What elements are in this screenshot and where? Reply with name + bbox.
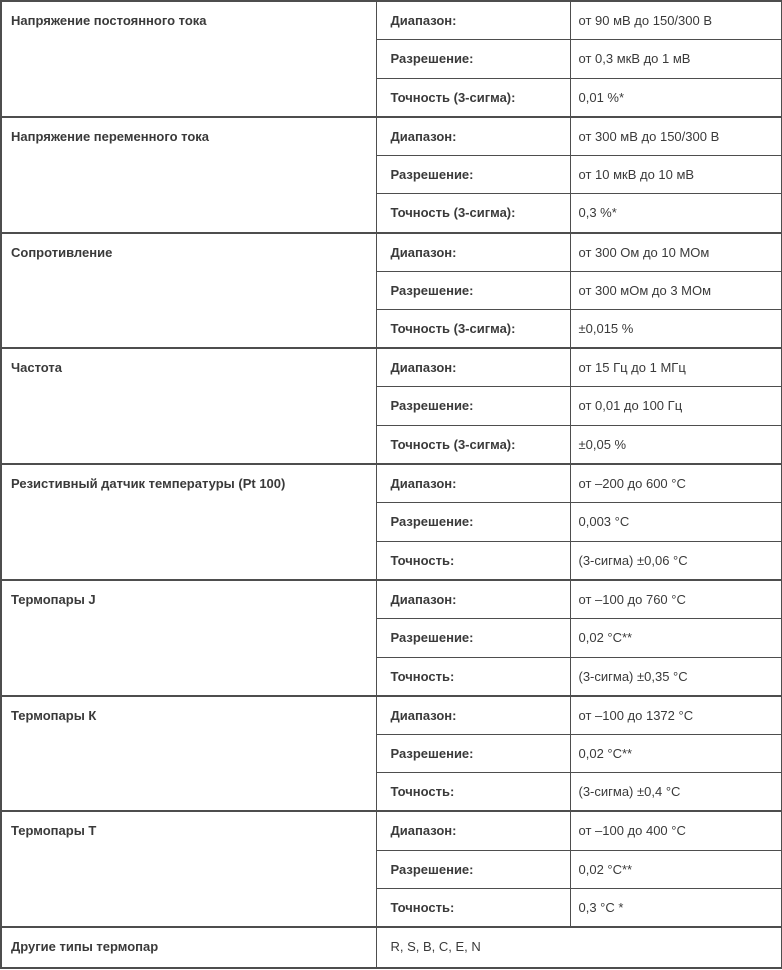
spec-value-cell: R, S, B, C, E, N bbox=[376, 927, 782, 968]
spec-value-cell: от 300 Ом до 10 МОм bbox=[570, 233, 782, 272]
spec-value-cell: от 300 мВ до 150/300 В bbox=[570, 117, 782, 156]
spec-value-cell: 0,02 °С** bbox=[570, 850, 782, 889]
spec-label-cell: Разрешение: bbox=[376, 155, 570, 194]
spec-label-cell: Точность: bbox=[376, 541, 570, 580]
spec-label-cell: Разрешение: bbox=[376, 271, 570, 310]
parameter-cell: Термопары К bbox=[1, 696, 376, 812]
spec-value-cell: от 300 мОм до 3 МОм bbox=[570, 271, 782, 310]
spec-value-cell: от 10 мкВ до 10 мВ bbox=[570, 155, 782, 194]
parameter-cell: Частота bbox=[1, 348, 376, 464]
spec-label-cell: Диапазон: bbox=[376, 464, 570, 503]
spec-label-cell: Точность (3-сигма): bbox=[376, 78, 570, 117]
spec-value-cell: 0,3 °С * bbox=[570, 889, 782, 928]
parameter-cell: Другие типы термопар bbox=[1, 927, 376, 968]
spec-label-cell: Диапазон: bbox=[376, 233, 570, 272]
spec-value-cell: от –100 до 760 °С bbox=[570, 580, 782, 619]
spec-label-cell: Диапазон: bbox=[376, 1, 570, 40]
spec-label-cell: Точность (3-сигма): bbox=[376, 194, 570, 233]
spec-value-cell: 0,3 %* bbox=[570, 194, 782, 233]
table-row bbox=[1, 117, 782, 156]
spec-label-cell: Точность: bbox=[376, 657, 570, 696]
spec-value-cell: от –200 до 600 °С bbox=[570, 464, 782, 503]
spec-value-cell: от 90 мВ до 150/300 В bbox=[570, 1, 782, 40]
spec-value-cell: (3-сигма) ±0,4 °С bbox=[570, 773, 782, 812]
spec-label-cell: Диапазон: bbox=[376, 811, 570, 850]
spec-value-cell: от 0,3 мкВ до 1 мВ bbox=[570, 40, 782, 79]
table-row-other-thermocouples bbox=[1, 927, 782, 968]
parameter-cell: Резистивный датчик температуры (Pt 100) bbox=[1, 464, 376, 580]
spec-label-cell: Точность (3-сигма): bbox=[376, 310, 570, 349]
spec-value-cell: 0,01 %* bbox=[570, 78, 782, 117]
spec-label-cell: Точность: bbox=[376, 773, 570, 812]
table-row bbox=[1, 464, 782, 503]
spec-label-cell: Разрешение: bbox=[376, 850, 570, 889]
spec-label-cell: Диапазон: bbox=[376, 348, 570, 387]
spec-label-cell: Разрешение: bbox=[376, 734, 570, 773]
table-row bbox=[1, 580, 782, 619]
parameter-cell: Напряжение постоянного тока bbox=[1, 1, 376, 117]
table-row bbox=[1, 1, 782, 40]
spec-value-cell: 0,02 °С** bbox=[570, 619, 782, 658]
table-row bbox=[1, 696, 782, 735]
table-row bbox=[1, 348, 782, 387]
spec-label-cell: Точность (3-сигма): bbox=[376, 426, 570, 465]
spec-label-cell: Разрешение: bbox=[376, 387, 570, 426]
spec-value-cell: (3-сигма) ±0,35 °С bbox=[570, 657, 782, 696]
parameter-cell: Напряжение переменного тока bbox=[1, 117, 376, 233]
spec-label-cell: Точность: bbox=[376, 889, 570, 928]
spec-value-cell: от –100 до 1372 °С bbox=[570, 696, 782, 735]
spec-value-cell: ±0,05 % bbox=[570, 426, 782, 465]
spec-value-cell: (3-сигма) ±0,06 °С bbox=[570, 541, 782, 580]
specs-table-body bbox=[1, 1, 782, 968]
spec-label-cell: Диапазон: bbox=[376, 580, 570, 619]
parameter-cell: Сопротивление bbox=[1, 233, 376, 349]
spec-label-cell: Диапазон: bbox=[376, 117, 570, 156]
spec-value-cell: от –100 до 400 °С bbox=[570, 811, 782, 850]
spec-value-cell: от 15 Гц до 1 МГц bbox=[570, 348, 782, 387]
table-row bbox=[1, 811, 782, 850]
parameter-cell: Термопары Т bbox=[1, 811, 376, 927]
spec-label-cell: Разрешение: bbox=[376, 503, 570, 542]
spec-label-cell: Разрешение: bbox=[376, 40, 570, 79]
spec-value-cell: ±0,015 % bbox=[570, 310, 782, 349]
spec-value-cell: 0,02 °С** bbox=[570, 734, 782, 773]
spec-label-cell: Диапазон: bbox=[376, 696, 570, 735]
parameter-cell: Термопары J bbox=[1, 580, 376, 696]
spec-label-cell: Разрешение: bbox=[376, 619, 570, 658]
table-row bbox=[1, 233, 782, 272]
spec-value-cell: от 0,01 до 100 Гц bbox=[570, 387, 782, 426]
spec-value-cell: 0,003 °С bbox=[570, 503, 782, 542]
